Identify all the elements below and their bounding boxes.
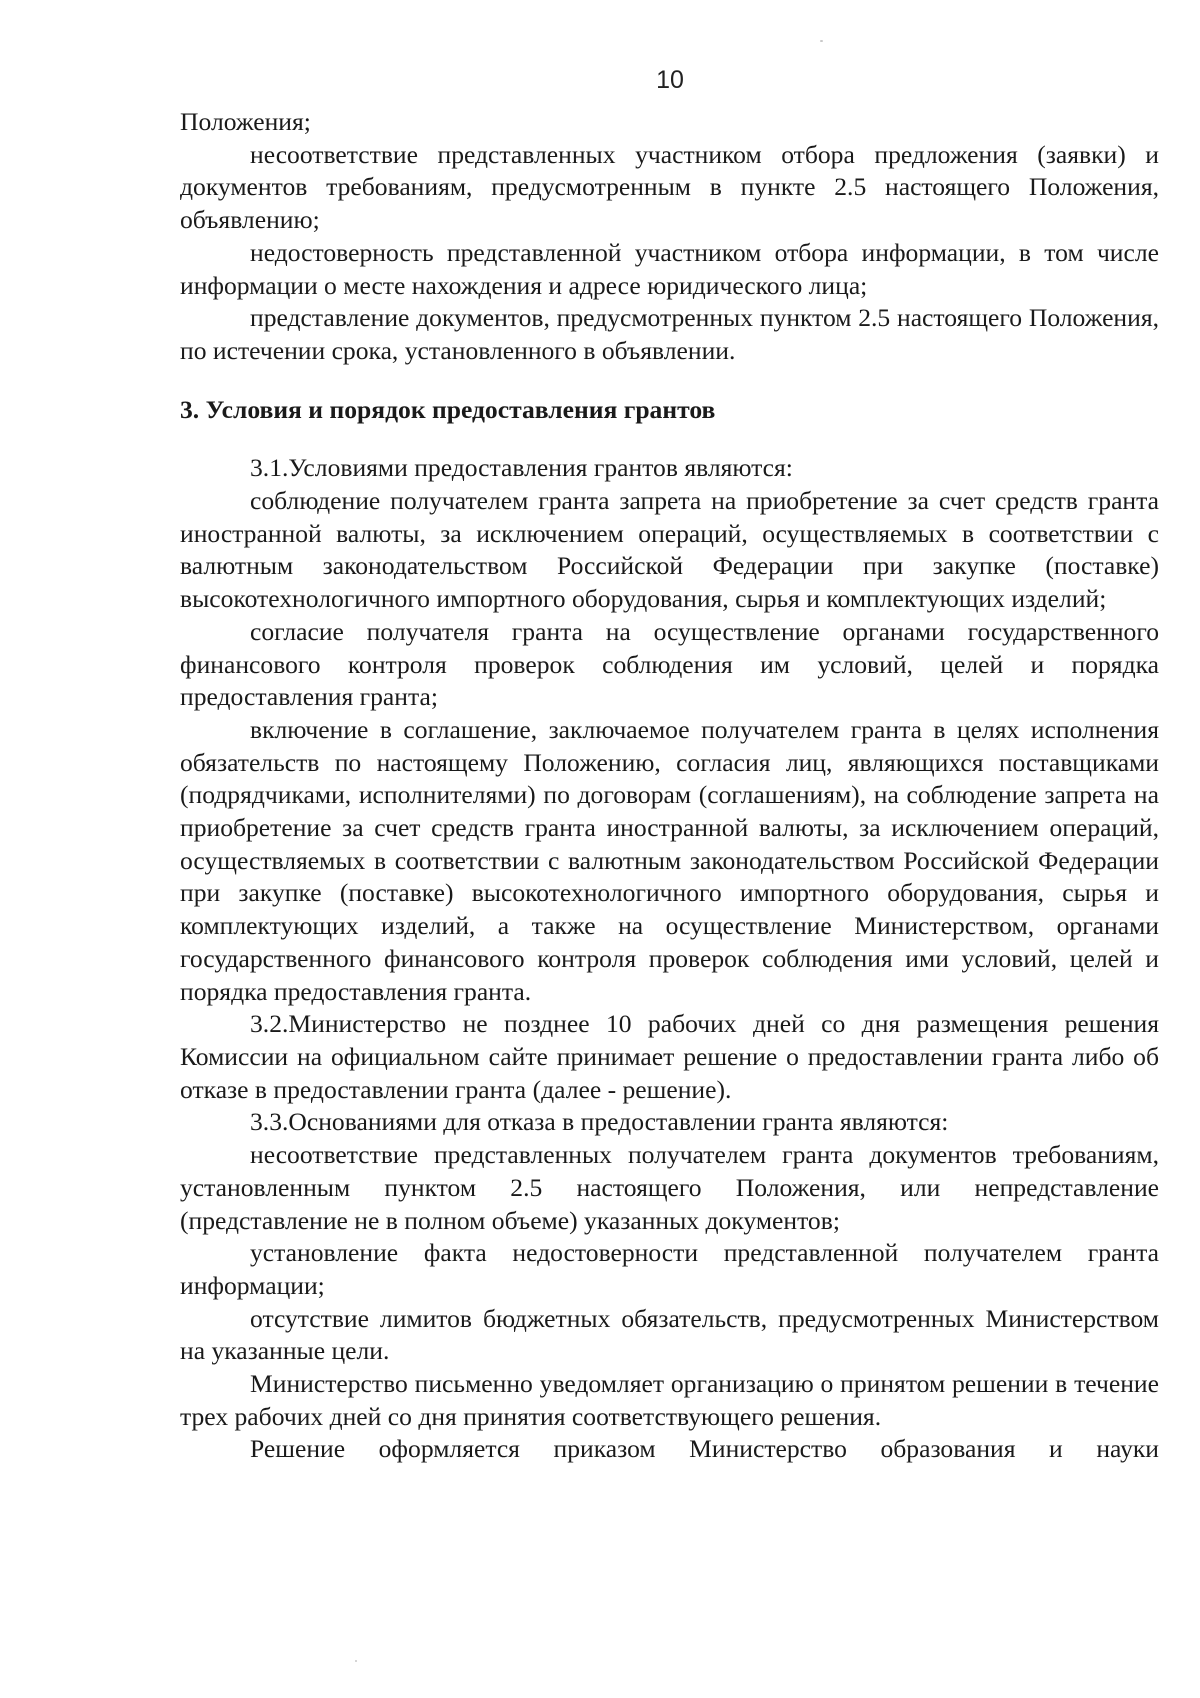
paragraph-last: Решение оформляется приказом Министерство образования и науки [250,1434,1159,1464]
paragraph: согласие получателя гранта на осуществление органами государственного финансового контроля проверок соблюдения им условий, целей и порядка предоставления гранта; [180,616,1159,712]
paragraph: представление документов, предусмотренных пунктом 2.5 настоящего Положения, по истечении срока, установленного в объявлении. [180,303,1159,365]
paragraph: отсутствие лимитов бюджетных обязательств, предусмотренных Министерством на указанные цели. [180,1303,1159,1366]
paragraph: Министерство письменно уведомляет организацию о принятом решении в течение трех рабочих дней со дня принятия соответствующего решения. [180,1369,1159,1431]
paragraph: недостоверность представленной участником отбора информации, в том числе информации о месте нахождения и адресе юридического лица; [180,237,1159,300]
paragraph: несоответствие представленных получателем гранта документов требованиям, установленным пунктом 2.5 настоящего Положения, или непредставление (представление не в полном объеме) указанных документов; [180,1140,1159,1235]
scan-speck [820,40,823,42]
page-number: 10 [656,66,684,94]
paragraph: 3.3.Основаниями для отказа в предоставлении гранта являются: [250,1107,949,1137]
paragraph-continuation: Положения; [180,107,311,136]
document-body [180,106,1159,1466]
paragraph: 3.1.Условиями предоставления грантов являются: [250,453,793,483]
paragraph: 3.2.Министерство не позднее 10 рабочих дней со дня размещения решения Комиссии на официальном сайте принимает решение о предоставлении гранта либо об отказе в предоставлении гранта (далее - решение). [180,1009,1159,1104]
section-heading: 3. Условия и порядок предоставления грантов [180,394,716,424]
scan-speck [355,1660,357,1662]
paragraph: несоответствие представленных участником отбора предложения (заявки) и документов требованиям, предусмотренным в пункте 2.5 настоящего Положения, объявлению; [180,139,1159,235]
paragraph: соблюдение получателем гранта запрета на приобретение за счет средств гранта иностранной валюты, за исключением операций, осуществляемых в соответствии с валютным законодательством Российской Федерации при закупке (поставке) высокотехнологичного импортного оборудования, сырья и комплектующих изделий; [180,486,1159,614]
paragraph: включение в соглашение, заключаемое получателем гранта в целях исполнения обязательств по настоящему Положению, согласия лиц, являющихся поставщиками (подрядчиками, исполнителями) по договорам (соглашениям), на соблюдение запрета на приобретение за счет средств гранта иностранной валюты, за исключением операций, осуществляемых в соответствии с валютным законодательством Российской Федерации при закупке (поставке) высокотехнологичного импортного оборудования, сырья и комплектующих изделий, а также на осуществление Министерством, органами государственного финансового контроля проверок соблюдения ими условий, целей и порядка предоставления гранта. [180,714,1159,1006]
paragraph: установление факта недостоверности представленной получателем гранта информации; [180,1238,1159,1300]
